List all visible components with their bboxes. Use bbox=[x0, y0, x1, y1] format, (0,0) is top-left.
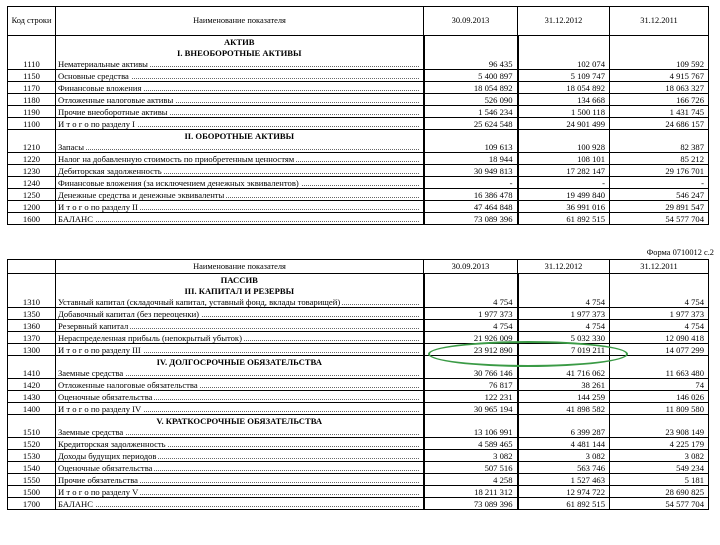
row-value: 30 766 146 bbox=[424, 367, 518, 379]
code-column-header: Код строки bbox=[8, 7, 56, 36]
row-value: 73 089 396 bbox=[424, 498, 518, 510]
row-value: - bbox=[424, 177, 518, 189]
row-code: 1420 bbox=[8, 379, 56, 391]
row-name bbox=[56, 94, 424, 106]
row-name-text: Дебиторская задолженность bbox=[58, 165, 162, 176]
highlight-ellipse bbox=[428, 341, 628, 367]
row-value: - bbox=[518, 177, 610, 189]
empty-cell bbox=[8, 36, 56, 48]
empty-cell bbox=[424, 130, 518, 142]
row-name-text: И т о г о по разделу I bbox=[58, 118, 135, 129]
table-row bbox=[8, 438, 709, 450]
row-value: 12 974 722 bbox=[518, 486, 610, 498]
table-row bbox=[8, 141, 709, 153]
row-value: 23 908 149 bbox=[610, 426, 709, 438]
date-column-header: 31.12.2011 bbox=[610, 7, 709, 36]
row-code: 1170 bbox=[8, 82, 56, 94]
table-row bbox=[8, 82, 709, 94]
row-name bbox=[56, 177, 424, 189]
row-code: 1310 bbox=[8, 296, 56, 308]
row-name-text: Резервный капитал bbox=[58, 320, 129, 331]
row-value: 47 464 848 bbox=[424, 201, 518, 213]
empty-cell bbox=[8, 356, 56, 368]
table-row bbox=[8, 486, 709, 498]
row-value: 24 901 499 bbox=[518, 118, 610, 130]
row-value: 546 247 bbox=[610, 189, 709, 201]
row-value: 122 231 bbox=[424, 391, 518, 403]
section-title-row bbox=[8, 36, 709, 48]
row-value: 54 577 704 bbox=[610, 213, 709, 225]
row-code: 1230 bbox=[8, 165, 56, 177]
row-code: 1100 bbox=[8, 118, 56, 130]
table-row bbox=[8, 177, 709, 189]
row-name-text: Заемные средства bbox=[58, 426, 124, 437]
row-value: 29 891 547 bbox=[610, 201, 709, 213]
name-column-header: Наименование показателя bbox=[56, 260, 424, 274]
row-value: 5 400 897 bbox=[424, 70, 518, 82]
row-code: 1220 bbox=[8, 153, 56, 165]
row-value: 1 431 745 bbox=[610, 106, 709, 118]
row-name bbox=[56, 118, 424, 130]
row-value: 85 212 bbox=[610, 153, 709, 165]
row-name-text: Прочие обязательства bbox=[58, 474, 138, 485]
empty-cell bbox=[518, 47, 610, 58]
date-column-header: 30.09.2013 bbox=[424, 7, 518, 36]
empty-cell bbox=[8, 285, 56, 296]
row-value: 4 589 465 bbox=[424, 438, 518, 450]
row-value: 563 746 bbox=[518, 462, 610, 474]
row-value: 4 754 bbox=[518, 296, 610, 308]
table-row bbox=[8, 213, 709, 225]
row-name bbox=[56, 308, 424, 320]
empty-cell bbox=[424, 415, 518, 427]
row-name-text: Доходы будущих периодов bbox=[58, 450, 157, 461]
table-row bbox=[8, 165, 709, 177]
row-code: 1190 bbox=[8, 106, 56, 118]
row-code: 1700 bbox=[8, 498, 56, 510]
row-code: 1430 bbox=[8, 391, 56, 403]
row-value: 3 082 bbox=[518, 450, 610, 462]
balance-table-liabilities bbox=[7, 259, 709, 510]
row-value: 76 817 bbox=[424, 379, 518, 391]
row-name bbox=[56, 498, 424, 510]
row-value: 4 754 bbox=[610, 296, 709, 308]
empty-cell bbox=[424, 36, 518, 48]
table-row bbox=[8, 308, 709, 320]
row-value: 21 926 009 bbox=[424, 332, 518, 344]
section-title-row bbox=[8, 47, 709, 58]
row-name bbox=[56, 213, 424, 225]
section-title-row bbox=[8, 285, 709, 296]
section-title: IV. ДОЛГОСРОЧНЫЕ ОБЯЗАТЕЛЬСТВА bbox=[56, 356, 424, 368]
row-value: 144 259 bbox=[518, 391, 610, 403]
row-value: 4 754 bbox=[610, 320, 709, 332]
row-name bbox=[56, 438, 424, 450]
name-column-header: Наименование показателя bbox=[56, 7, 424, 36]
empty-cell bbox=[518, 274, 610, 286]
row-code: 1200 bbox=[8, 201, 56, 213]
date-column-header: 31.12.2011 bbox=[610, 260, 709, 274]
empty-cell bbox=[610, 285, 709, 296]
row-name bbox=[56, 320, 424, 332]
row-name bbox=[56, 450, 424, 462]
row-value: 61 892 515 bbox=[518, 498, 610, 510]
row-name-text: Финансовые вложения bbox=[58, 82, 142, 93]
table-row bbox=[8, 94, 709, 106]
row-name bbox=[56, 165, 424, 177]
row-name bbox=[56, 201, 424, 213]
section-title: V. КРАТКОСРОЧНЫЕ ОБЯЗАТЕЛЬСТВА bbox=[56, 415, 424, 427]
row-name-text: И т о г о по разделу III bbox=[58, 344, 141, 355]
row-value: 23 912 890 bbox=[424, 344, 518, 356]
row-name-text: Заемные средства bbox=[58, 367, 124, 378]
row-name-text: Отложенные налоговые обязательства bbox=[58, 379, 198, 390]
row-name-text: И т о г о по разделу II bbox=[58, 201, 138, 212]
empty-cell bbox=[518, 415, 610, 427]
row-name-text: Нематериальные активы bbox=[58, 58, 148, 69]
row-name-text: Оценочные обязательства bbox=[58, 391, 153, 402]
table-row bbox=[8, 426, 709, 438]
section-title: АКТИВ bbox=[56, 36, 424, 48]
table-row bbox=[8, 474, 709, 486]
row-value: 18 054 892 bbox=[424, 82, 518, 94]
table-header-row bbox=[8, 7, 709, 36]
row-value: 526 090 bbox=[424, 94, 518, 106]
row-name-text: И т о г о по разделу IV bbox=[58, 403, 142, 414]
row-value: 18 054 892 bbox=[518, 82, 610, 94]
table-row bbox=[8, 332, 709, 344]
row-name bbox=[56, 426, 424, 438]
row-name bbox=[56, 332, 424, 344]
empty-cell bbox=[424, 274, 518, 286]
row-code: 1350 bbox=[8, 308, 56, 320]
section-title-row bbox=[8, 130, 709, 142]
row-value: 30 965 194 bbox=[424, 403, 518, 415]
table-row bbox=[8, 118, 709, 130]
row-value: 4 915 767 bbox=[610, 70, 709, 82]
row-code: 1400 bbox=[8, 403, 56, 415]
row-value: 166 726 bbox=[610, 94, 709, 106]
row-value: 109 613 bbox=[424, 141, 518, 153]
empty-cell bbox=[518, 285, 610, 296]
row-name-text: Налог на добавленную стоимость по приобретенным ценностям bbox=[58, 153, 295, 164]
row-value: 82 387 bbox=[610, 141, 709, 153]
table-row bbox=[8, 153, 709, 165]
row-value: 18 944 bbox=[424, 153, 518, 165]
row-name-text: Финансовые вложения (за исключением денежных эквивалентов) bbox=[58, 177, 299, 188]
row-value: 1 977 373 bbox=[610, 308, 709, 320]
row-name bbox=[56, 153, 424, 165]
row-value: 4 754 bbox=[424, 320, 518, 332]
table-row bbox=[8, 498, 709, 510]
date-column-header: 31.12.2012 bbox=[518, 7, 610, 36]
balance-table-assets bbox=[7, 6, 709, 225]
row-code: 1550 bbox=[8, 474, 56, 486]
row-name bbox=[56, 106, 424, 118]
row-code: 1150 bbox=[8, 70, 56, 82]
table-row bbox=[8, 367, 709, 379]
row-code: 1500 bbox=[8, 486, 56, 498]
row-code: 1540 bbox=[8, 462, 56, 474]
table-row bbox=[8, 189, 709, 201]
row-code: 1530 bbox=[8, 450, 56, 462]
empty-cell bbox=[518, 36, 610, 48]
row-value: 61 892 515 bbox=[518, 213, 610, 225]
form-label: Форма 0710012 с.2 bbox=[646, 248, 714, 257]
row-name bbox=[56, 141, 424, 153]
date-column-header: 31.12.2012 bbox=[518, 260, 610, 274]
row-value: 4 754 bbox=[518, 320, 610, 332]
row-value: 29 176 701 bbox=[610, 165, 709, 177]
row-value: 14 077 299 bbox=[610, 344, 709, 356]
row-value: 1 977 373 bbox=[424, 308, 518, 320]
row-value: 41 716 062 bbox=[518, 367, 610, 379]
table-row bbox=[8, 320, 709, 332]
row-name bbox=[56, 367, 424, 379]
row-value: 3 082 bbox=[424, 450, 518, 462]
row-code: 1600 bbox=[8, 213, 56, 225]
row-value: 6 399 287 bbox=[518, 426, 610, 438]
row-value: 3 082 bbox=[610, 450, 709, 462]
row-value: 11 809 580 bbox=[610, 403, 709, 415]
empty-cell bbox=[8, 47, 56, 58]
row-code: 1520 bbox=[8, 438, 56, 450]
row-value: 4 754 bbox=[424, 296, 518, 308]
row-name-text: Запасы bbox=[58, 141, 85, 152]
empty-cell bbox=[424, 47, 518, 58]
row-code: 1250 bbox=[8, 189, 56, 201]
table-row bbox=[8, 391, 709, 403]
row-code: 1240 bbox=[8, 177, 56, 189]
code-column-header bbox=[8, 260, 56, 274]
row-name bbox=[56, 403, 424, 415]
row-value: 109 592 bbox=[610, 58, 709, 70]
row-value: 12 090 418 bbox=[610, 332, 709, 344]
row-value: 30 949 813 bbox=[424, 165, 518, 177]
row-value: 5 109 747 bbox=[518, 70, 610, 82]
row-value: 38 261 bbox=[518, 379, 610, 391]
row-value: 74 bbox=[610, 379, 709, 391]
row-code: 1510 bbox=[8, 426, 56, 438]
empty-cell bbox=[518, 130, 610, 142]
table-row bbox=[8, 296, 709, 308]
row-name-text: Прочие внеоборотные активы bbox=[58, 106, 168, 117]
table-row bbox=[8, 450, 709, 462]
row-code: 1210 bbox=[8, 141, 56, 153]
row-value: 507 516 bbox=[424, 462, 518, 474]
row-code: 1110 bbox=[8, 58, 56, 70]
row-value: 54 577 704 bbox=[610, 498, 709, 510]
row-value: 4 225 179 bbox=[610, 438, 709, 450]
row-value: 100 928 bbox=[518, 141, 610, 153]
row-name bbox=[56, 70, 424, 82]
row-value: 25 624 548 bbox=[424, 118, 518, 130]
row-name-text: Добавочный капитал (без переоценки) bbox=[58, 308, 200, 319]
empty-cell bbox=[424, 285, 518, 296]
row-value: 11 663 480 bbox=[610, 367, 709, 379]
row-value: 7 019 211 bbox=[518, 344, 610, 356]
row-value: 41 898 582 bbox=[518, 403, 610, 415]
row-value: 16 386 478 bbox=[424, 189, 518, 201]
section-title: I. ВНЕОБОРОТНЫЕ АКТИВЫ bbox=[56, 47, 424, 58]
row-value: 146 026 bbox=[610, 391, 709, 403]
row-code: 1410 bbox=[8, 367, 56, 379]
row-value: 73 089 396 bbox=[424, 213, 518, 225]
row-name bbox=[56, 391, 424, 403]
row-value: 134 668 bbox=[518, 94, 610, 106]
row-name bbox=[56, 58, 424, 70]
row-value: 1 500 118 bbox=[518, 106, 610, 118]
row-value: 18 063 327 bbox=[610, 82, 709, 94]
row-value: 17 282 147 bbox=[518, 165, 610, 177]
row-value: - bbox=[610, 177, 709, 189]
row-name-text: БАЛАНС bbox=[58, 498, 94, 509]
row-name-text: Нераспределенная прибыль (непокрытый убыток) bbox=[58, 332, 242, 343]
row-name bbox=[56, 296, 424, 308]
table-header-row bbox=[8, 260, 709, 274]
empty-cell bbox=[8, 274, 56, 286]
section-title: ПАССИВ bbox=[56, 274, 424, 286]
row-name-text: БАЛАНС bbox=[58, 213, 94, 224]
section-title-row bbox=[8, 274, 709, 286]
table-row bbox=[8, 58, 709, 70]
table-row bbox=[8, 462, 709, 474]
row-value: 1 977 373 bbox=[518, 308, 610, 320]
row-code: 1300 bbox=[8, 344, 56, 356]
row-value: 5 032 330 bbox=[518, 332, 610, 344]
row-value: 24 686 157 bbox=[610, 118, 709, 130]
empty-cell bbox=[610, 274, 709, 286]
row-value: 5 181 bbox=[610, 474, 709, 486]
row-name-text: Уставный капитал (складочный капитал, уставный фонд, вклады товарищей) bbox=[58, 296, 341, 307]
row-value: 4 258 bbox=[424, 474, 518, 486]
row-name bbox=[56, 189, 424, 201]
empty-cell bbox=[8, 130, 56, 142]
empty-cell bbox=[610, 47, 709, 58]
row-name bbox=[56, 462, 424, 474]
row-code: 1180 bbox=[8, 94, 56, 106]
table-row bbox=[8, 201, 709, 213]
row-value: 36 991 016 bbox=[518, 201, 610, 213]
section-title-row bbox=[8, 415, 709, 427]
row-value: 108 101 bbox=[518, 153, 610, 165]
row-name-text: Оценочные обязательства bbox=[58, 462, 153, 473]
row-name bbox=[56, 344, 424, 356]
row-value: 1 527 463 bbox=[518, 474, 610, 486]
row-code: 1360 bbox=[8, 320, 56, 332]
table-row bbox=[8, 70, 709, 82]
empty-cell bbox=[610, 36, 709, 48]
row-name-text: Основные средства bbox=[58, 70, 129, 81]
table-row bbox=[8, 379, 709, 391]
row-name bbox=[56, 486, 424, 498]
row-value: 4 481 144 bbox=[518, 438, 610, 450]
table-row bbox=[8, 106, 709, 118]
row-code: 1370 bbox=[8, 332, 56, 344]
row-value: 18 211 312 bbox=[424, 486, 518, 498]
row-name bbox=[56, 379, 424, 391]
row-value: 96 435 bbox=[424, 58, 518, 70]
table-row bbox=[8, 403, 709, 415]
row-value: 28 690 825 bbox=[610, 486, 709, 498]
row-name-text: Отложенные налоговые активы bbox=[58, 94, 174, 105]
section-title: III. КАПИТАЛ И РЕЗЕРВЫ bbox=[56, 285, 424, 296]
row-name bbox=[56, 82, 424, 94]
empty-cell bbox=[8, 415, 56, 427]
row-value: 19 499 840 bbox=[518, 189, 610, 201]
empty-cell bbox=[610, 415, 709, 427]
empty-cell bbox=[610, 130, 709, 142]
date-column-header: 30.09.2013 bbox=[424, 260, 518, 274]
row-value: 549 234 bbox=[610, 462, 709, 474]
row-name-text: Денежные средства и денежные эквиваленты bbox=[58, 189, 225, 200]
row-name-text: И т о г о по разделу V bbox=[58, 486, 139, 497]
row-name bbox=[56, 474, 424, 486]
row-value: 1 546 234 bbox=[424, 106, 518, 118]
row-value: 13 106 991 bbox=[424, 426, 518, 438]
row-name-text: Кредиторская задолженность bbox=[58, 438, 166, 449]
section-title: II. ОБОРОТНЫЕ АКТИВЫ bbox=[56, 130, 424, 142]
row-value: 102 074 bbox=[518, 58, 610, 70]
